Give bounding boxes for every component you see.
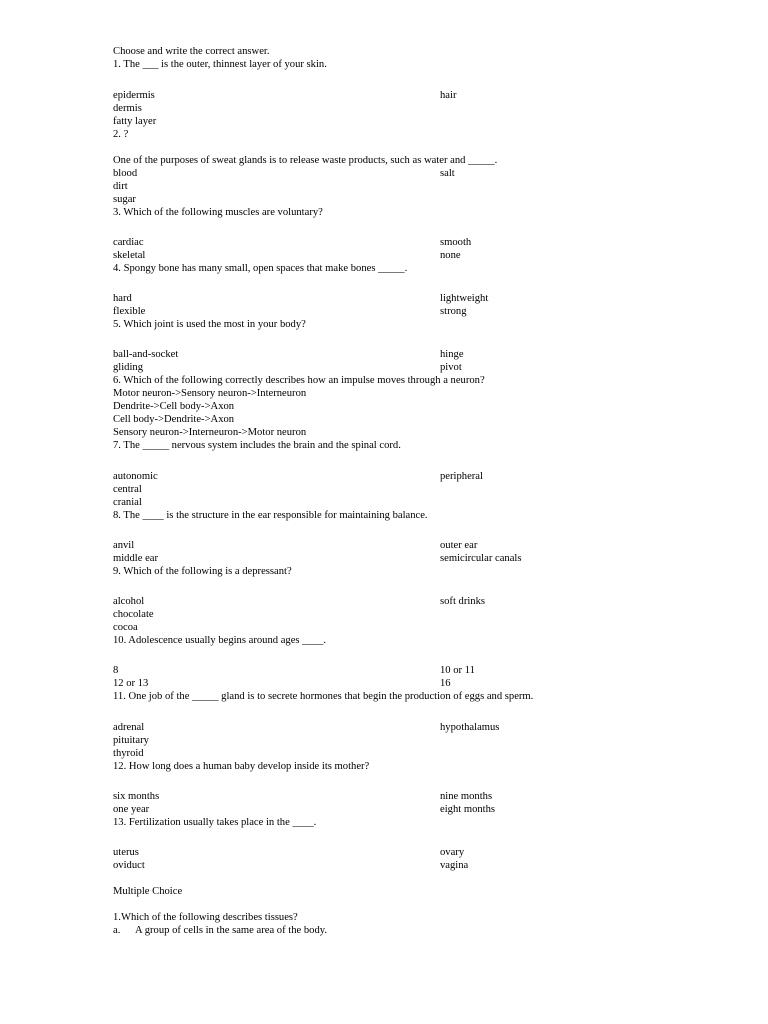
q13-option-2: ovary [440,847,465,858]
q3-option-3: skeletal [113,250,146,261]
question-10-stem: 10. Adolescence usually begins around ages ____. [113,635,327,646]
question-6-stem: 6. Which of the following correctly describes how an impulse moves through a neuron? [113,375,485,386]
q12-option-1: six months [113,791,160,802]
q13-option-3: oviduct [113,860,145,871]
question-12-stem: 12. How long does a human baby develop inside its mother? [113,761,370,772]
q2-option-3: dirt [113,181,128,192]
q1-option-2: hair [440,90,457,101]
mc-question-1-stem: 1.Which of the following describes tissues? [113,912,298,923]
q6-option-1: Motor neuron->Sensory neuron->Interneuron [113,388,307,399]
q6-option-2: Dendrite->Cell body->Axon [113,401,235,412]
question-2-stem: One of the purposes of sweat glands is to release waste products, such as water and _____. [113,155,498,166]
section-heading: Multiple Choice [113,886,183,897]
q7-option-1: autonomic [113,471,158,482]
q3-option-1: cardiac [113,237,144,248]
question-8-stem: 8. The ____ is the structure in the ear responsible for maintaining balance. [113,510,428,521]
q10-option-4: 16 [440,678,451,689]
question-3-stem: 3. Which of the following muscles are voluntary? [113,207,323,218]
q11-option-2: hypothalamus [440,722,500,733]
question-9-stem: 9. Which of the following is a depressant? [113,566,292,577]
q9-option-4: cocoa [113,622,138,633]
q12-option-4: eight months [440,804,496,815]
q10-option-1: 8 [113,665,119,676]
q11-option-3: pituitary [113,735,149,746]
q11-option-4: thyroid [113,748,144,759]
q2-option-4: sugar [113,194,136,205]
q6-option-4: Sensory neuron->Interneuron->Motor neuron [113,427,307,438]
q9-option-1: alcohol [113,596,145,607]
q5-option-3: gliding [113,362,144,373]
q3-option-4: none [440,250,461,261]
q8-option-3: middle ear [113,553,159,564]
q4-option-3: flexible [113,306,146,317]
q8-option-2: outer ear [440,540,478,551]
question-1-stem: 1. The ___ is the outer, thinnest layer of your skin. [113,59,327,70]
question-11-stem: 11. One job of the _____ gland is to secrete hormones that begin the production of eggs and sperm. [113,691,534,702]
q1-option-4: fatty layer [113,116,157,127]
q11-option-1: adrenal [113,722,145,733]
question-7-stem: 7. The _____ nervous system includes the brain and the spinal cord. [113,440,401,451]
question-5-stem: 5. Which joint is used the most in your body? [113,319,306,330]
q8-option-1: anvil [113,540,135,551]
instruction-text: Choose and write the correct answer. [113,46,270,57]
mc-option-letter: a. [113,925,121,936]
q7-option-2: peripheral [440,471,483,482]
q2-option-1: blood [113,168,138,179]
q13-option-1: uterus [113,847,139,858]
q3-option-2: smooth [440,237,472,248]
q13-option-4: vagina [440,860,469,871]
q7-option-4: cranial [113,497,142,508]
q5-option-1: ball-and-socket [113,349,179,360]
q9-option-3: chocolate [113,609,154,620]
q5-option-2: hinge [440,349,464,360]
q12-option-2: nine months [440,791,493,802]
q4-option-4: strong [440,306,467,317]
q5-option-4: pivot [440,362,462,373]
mc-option-text: A group of cells in the same area of the body. [135,925,328,936]
q2-option-2: salt [440,168,455,179]
q1-option-1: epidermis [113,90,155,101]
q9-option-2: soft drinks [440,596,486,607]
q10-option-3: 12 or 13 [113,678,149,689]
q10-option-2: 10 or 11 [440,665,475,676]
question-2-number: 2. ? [113,129,129,140]
q6-option-3: Cell body->Dendrite->Axon [113,414,235,425]
question-4-stem: 4. Spongy bone has many small, open spaces that make bones _____. [113,263,408,274]
q1-option-3: dermis [113,103,142,114]
q12-option-3: one year [113,804,150,815]
q7-option-3: central [113,484,142,495]
q8-option-4: semicircular canals [440,553,522,564]
q4-option-1: hard [113,293,132,304]
q4-option-2: lightweight [440,293,489,304]
question-13-stem: 13. Fertilization usually takes place in the ____. [113,817,317,828]
